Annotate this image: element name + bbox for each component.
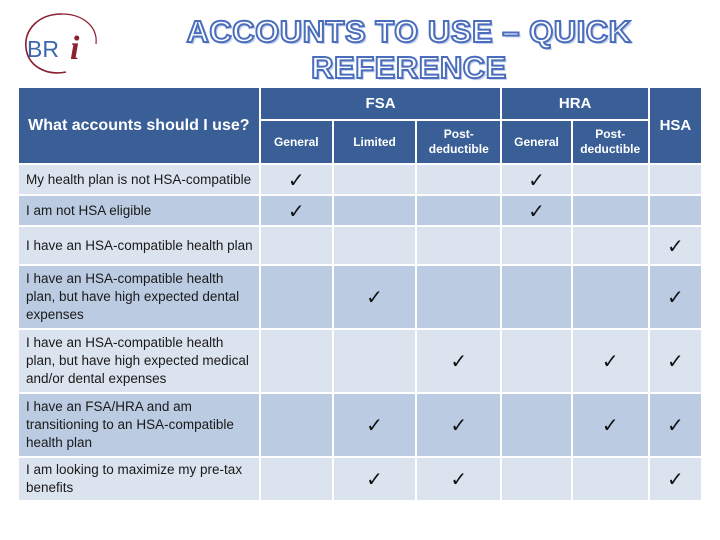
table-row: [19, 227, 701, 264]
fsa-post-deductible-cell: [417, 165, 500, 194]
checkmark-icon: ✓: [366, 285, 383, 309]
hra-post-deductible-cell: [573, 394, 648, 456]
row-label: I have an HSA-compatible health plan: [19, 227, 259, 264]
hra-post-deductible-cell: [573, 266, 648, 328]
fsa-general-cell: [261, 330, 332, 392]
fsa-general-cell: [261, 394, 332, 456]
fsa-limited-cell: [334, 227, 415, 264]
checkmark-icon: ✓: [287, 167, 305, 192]
hra-post-deductible-cell: [573, 196, 648, 225]
hra-general-header: General: [502, 121, 570, 163]
table-row: [19, 458, 701, 500]
hra-post-deductible-cell: [573, 165, 648, 194]
fsa-post-deductible-cell: [417, 394, 500, 456]
hra-header: HRA: [502, 88, 647, 119]
row-label: I am looking to maximize my pre-tax benefits: [19, 458, 259, 500]
hra-general-cell: [502, 266, 570, 328]
page-title: ACCOUNTS TO USE – QUICK REFERENCE: [186, 14, 632, 85]
hra-general-cell: [502, 330, 570, 392]
question-header: What accounts should I use?: [19, 88, 259, 163]
fsa-limited-cell: [334, 266, 415, 328]
hra-post-deductible-cell: [573, 458, 648, 500]
fsa-limited-cell: [334, 394, 415, 456]
hsa-header: HSA: [650, 88, 701, 163]
table-row: [19, 165, 701, 194]
svg-text:BR: BR: [27, 36, 59, 62]
hsa-cell: [650, 266, 701, 328]
hra-post-deductible-header: Post-deductible: [573, 121, 648, 163]
fsa-limited-header: Limited: [334, 121, 415, 163]
fsa-limited-cell: [334, 458, 415, 500]
checkmark-icon: ✓: [667, 233, 684, 258]
fsa-header: FSA: [261, 88, 501, 119]
bri-logo-icon: [18, 8, 104, 80]
fsa-post-deductible-cell: [417, 330, 500, 392]
row-label: I have an FSA/HRA and am transitioning to an HSA-compatible health plan: [19, 394, 259, 456]
checkmark-icon: ✓: [667, 467, 684, 491]
hra-general-cell: [502, 196, 570, 225]
row-label: I have an HSA-compatible health plan, but have high expected dental expenses: [19, 266, 259, 328]
table-row: [19, 266, 701, 328]
fsa-limited-cell: [334, 330, 415, 392]
fsa-general-cell: [261, 165, 332, 194]
row-label: I have an HSA-compatible health plan, but have high expected medical and/or dental expenses: [19, 330, 259, 392]
hra-general-cell: [502, 458, 570, 500]
checkmark-icon: ✓: [450, 349, 468, 373]
fsa-post-deductible-cell: [417, 458, 500, 500]
fsa-general-cell: [261, 196, 332, 225]
checkmark-icon: ✓: [528, 198, 545, 223]
checkmark-icon: ✓: [667, 349, 684, 373]
hsa-cell: [650, 227, 701, 264]
table-row: [19, 196, 701, 225]
hsa-cell: [650, 458, 701, 500]
table-row: [19, 394, 701, 456]
hra-post-deductible-cell: [573, 330, 648, 392]
fsa-general-cell: [261, 266, 332, 328]
checkmark-icon: ✓: [601, 349, 619, 373]
fsa-post-deductible-cell: [417, 196, 500, 225]
hsa-cell: [650, 165, 701, 194]
table-body: [19, 165, 701, 500]
checkmark-icon: ✓: [667, 413, 684, 437]
checkmark-icon: ✓: [287, 198, 305, 223]
row-label: I am not HSA eligible: [19, 196, 259, 225]
company-logo: [18, 8, 104, 80]
fsa-post-deductible-cell: [417, 266, 500, 328]
hra-general-cell: [502, 394, 570, 456]
hsa-cell: [650, 394, 701, 456]
fsa-post-deductible-cell: [417, 227, 500, 264]
checkmark-icon: ✓: [450, 467, 468, 491]
fsa-general-cell: [261, 458, 332, 500]
hra-general-cell: [502, 165, 570, 194]
row-label: My health plan is not HSA-compatible: [19, 165, 259, 194]
hra-general-cell: [502, 227, 570, 264]
checkmark-icon: ✓: [601, 413, 619, 437]
fsa-limited-cell: [334, 165, 415, 194]
fsa-general-header: General: [261, 121, 332, 163]
hsa-cell: [650, 330, 701, 392]
checkmark-icon: ✓: [667, 285, 684, 309]
checkmark-icon: ✓: [450, 413, 468, 437]
fsa-limited-cell: [334, 196, 415, 225]
table-row: [19, 330, 701, 392]
hra-post-deductible-cell: [573, 227, 648, 264]
checkmark-icon: ✓: [366, 467, 383, 491]
fsa-post-deductible-header: Post-deductible: [417, 121, 500, 163]
fsa-general-cell: [261, 227, 332, 264]
svg-text:i: i: [70, 30, 80, 67]
checkmark-icon: ✓: [528, 167, 545, 192]
hsa-cell: [650, 196, 701, 225]
accounts-table: [17, 86, 703, 502]
checkmark-icon: ✓: [366, 413, 383, 437]
